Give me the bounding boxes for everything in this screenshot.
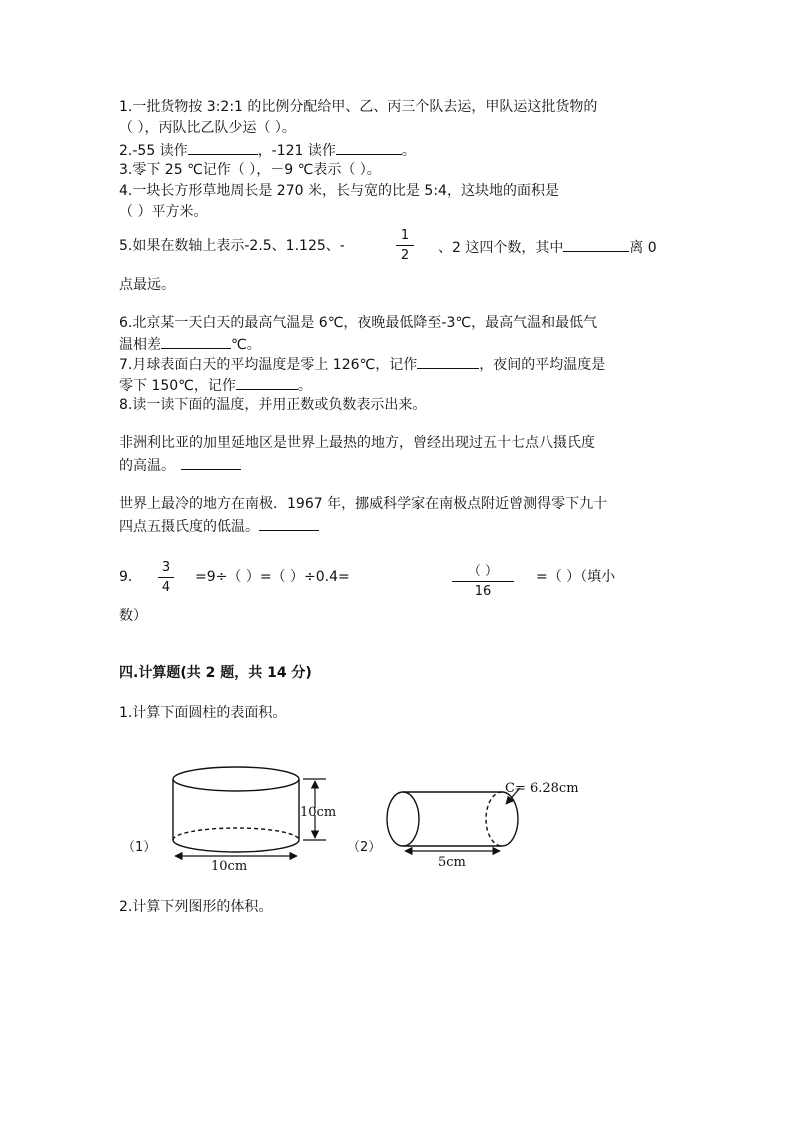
q5-frac-num: 1: [400, 228, 410, 243]
q7-line1: [119, 354, 605, 374]
q8-p1-line2: [119, 455, 241, 475]
q7-blank-2[interactable]: [236, 375, 298, 390]
q9-part2: =（ ）（填小: [536, 569, 616, 585]
width-label: 10cm: [211, 859, 248, 874]
q8-blank-1[interactable]: [181, 455, 241, 470]
q1-line2: （ ），丙队比乙队少运（ ）。: [119, 120, 296, 136]
q7-text-a: 7.月球表面白天的平均温度是零上 126℃，记作: [119, 357, 418, 373]
q7-text-b: ，夜间的平均温度是: [479, 357, 606, 373]
cylinder-2: [387, 792, 518, 846]
q9-line2: 数）: [119, 608, 147, 624]
fraction-bar: [158, 577, 174, 578]
fraction-bar: [452, 581, 514, 582]
q9-number: 9.: [119, 569, 133, 585]
q2-text-c: 。: [401, 143, 416, 159]
q4-line1: 4.一块长方形草地周长是 270 米，长与宽的比是 5:4，这块地的面积是: [119, 183, 559, 199]
section-heading: 四.计算题(共 2 题，共 14 分): [119, 665, 312, 681]
q9-part1: =9÷（ ）=（ ）÷0.4=: [195, 569, 350, 585]
q9-frac1-num: 3: [161, 560, 171, 575]
q9-frac1-den: 4: [161, 580, 171, 595]
fraction-bar: [396, 245, 414, 246]
cylinder-1: [173, 767, 299, 852]
q5-mid: 、2 这四个数，其中: [438, 240, 564, 256]
q7-text-d: 。: [297, 378, 312, 394]
q8-title: 8.读一读下面的温度，并用正数或负数表示出来。: [119, 397, 427, 413]
q3-line: 3.零下 25 ℃记作（ ），－9 ℃表示（ ）。: [119, 162, 381, 178]
q2-line: [119, 140, 416, 160]
figure-1-label: （1）: [122, 840, 157, 855]
q8-p2-text: 四点五摄氏度的低温。: [119, 519, 259, 535]
q2-text-a: 2.-55 读作: [119, 143, 188, 159]
q7-line2: [119, 375, 312, 395]
calc-2-title: 2.计算下列图形的体积。: [119, 899, 273, 915]
q6-line2: [119, 334, 261, 354]
q2-blank-1[interactable]: [188, 140, 258, 155]
q8-p1-line1: 非洲利比亚的加里延地区是世界上最热的地方，曾经出现过五十七点八摄氏度: [119, 435, 595, 451]
calc-1-title: 1.计算下面圆柱的表面积。: [119, 705, 287, 721]
q2-blank-2[interactable]: [336, 140, 402, 155]
q8-p2-line1: 世界上最冷的地方在南极．1967 年，挪威科学家在南极点附近曾测得零下九十: [119, 496, 608, 512]
q9-fraction-2: [452, 560, 514, 599]
q6-blank[interactable]: [161, 334, 231, 349]
q8-blank-2[interactable]: [259, 516, 319, 531]
q5-rest: [438, 237, 657, 257]
q7-text-c: 零下 150℃，记作: [119, 378, 236, 394]
q9-frac2-den: 16: [474, 584, 492, 599]
q5-fraction: [396, 228, 414, 263]
length-label: 5cm: [438, 855, 466, 870]
q5-end: 离 0: [629, 240, 657, 256]
q4-line2: （ ）平方米。: [119, 204, 208, 220]
q5-prefix: 5.如果在数轴上表示-2.5、1.125、-: [119, 238, 345, 254]
q6-line1: 6.北京某一天白天的最高气温是 6℃，夜晚最低降至-3℃，最高气温和最低气: [119, 315, 598, 331]
q7-blank-1[interactable]: [417, 354, 479, 369]
q1-line1: 1.一批货物按 3:2:1 的比例分配给甲、乙、丙三个队去运，甲队运这批货物的: [119, 99, 598, 115]
figure-2-label: （2）: [347, 840, 382, 855]
q2-text-b: ，-121 读作: [257, 143, 336, 159]
circumference-label: C= 6.28cm: [505, 781, 579, 796]
q6-text-a: 温相差: [119, 337, 161, 353]
q5-blank[interactable]: [563, 237, 629, 252]
cylinder-diagram: [0, 760, 794, 890]
q5-line2: 点最远。: [119, 277, 175, 293]
q6-text-b: ℃。: [231, 337, 261, 353]
q9-fraction-1: [158, 560, 174, 595]
q8-p1-text: 的高温。: [119, 458, 175, 474]
q5-frac-den: 2: [400, 248, 410, 263]
height-label: 10cm: [300, 805, 337, 820]
q9-frac2-num[interactable]: （ ）: [467, 564, 499, 579]
q8-p2-line2: [119, 516, 319, 536]
